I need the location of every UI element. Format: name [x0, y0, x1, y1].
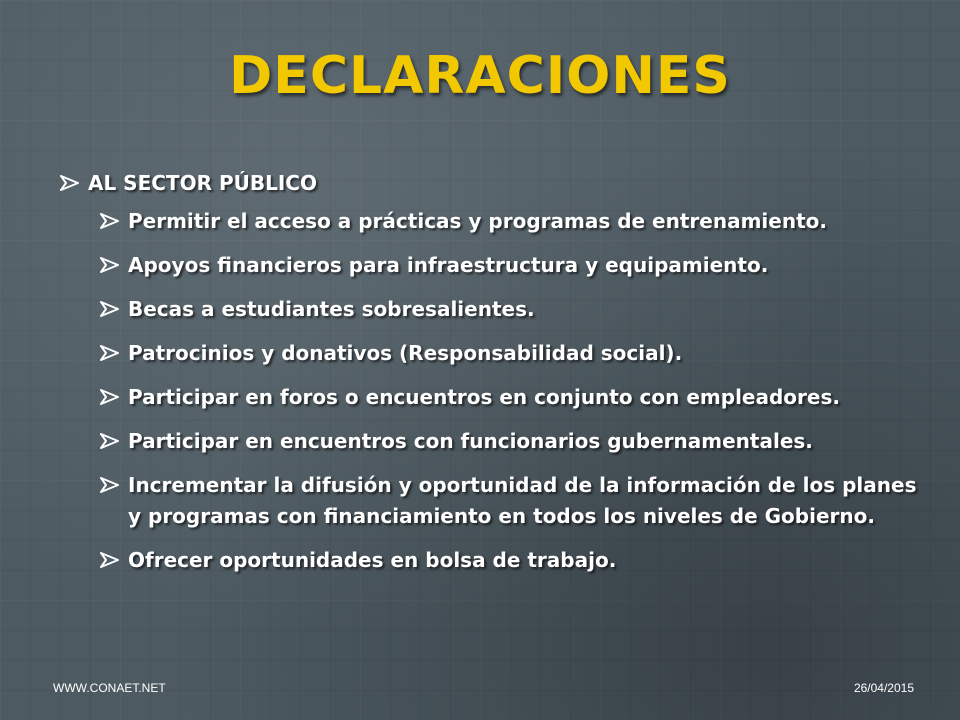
- list-item-text: Patrocinios y donativos (Responsabilidad social).: [128, 341, 683, 365]
- arrowhead-bullet-icon: [100, 545, 128, 575]
- list-item: [100, 294, 920, 325]
- arrowhead-bullet-icon: [100, 338, 128, 368]
- heading-label: AL SECTOR PÚBLICO: [88, 171, 317, 195]
- list-item: [100, 470, 920, 532]
- list-item-text: Incrementar la difusión y oportunidad de la información de los planes y programas con financiamiento en todos los niveles de Gobierno.: [128, 473, 917, 528]
- list-item-text: Participar en foros o encuentros en conjunto con empleadores.: [128, 385, 840, 409]
- slide-title: DECLARACIONES: [229, 46, 731, 106]
- arrowhead-bullet-icon: [100, 382, 128, 412]
- bullet-list: [60, 168, 920, 589]
- footer-date: 26/04/2015: [853, 681, 914, 695]
- list-item-text: Participar en encuentros con funcionarios gubernamentales.: [128, 429, 813, 453]
- list-item-text: Permitir el acceso a prácticas y programas de entrenamiento.: [128, 209, 827, 233]
- arrowhead-bullet-icon: [100, 206, 128, 236]
- list-heading: [60, 168, 920, 198]
- list-item-text: Ofrecer oportunidades en bolsa de trabajo.: [128, 548, 617, 572]
- list-item: [100, 206, 920, 237]
- list-item: [100, 426, 920, 457]
- list-item: [100, 545, 920, 576]
- arrowhead-bullet-icon: [100, 294, 128, 324]
- list-item-text: Apoyos financieros para infraestructura y equipamiento.: [128, 253, 769, 277]
- arrowhead-bullet-icon: [60, 168, 88, 198]
- arrowhead-bullet-icon: [100, 426, 128, 456]
- footer-website: WWW.CONAET.NET: [53, 681, 166, 695]
- arrowhead-bullet-icon: [100, 250, 128, 280]
- list-item: [100, 250, 920, 281]
- arrowhead-bullet-icon: [100, 470, 128, 500]
- list-item-text: Becas a estudiantes sobresalientes.: [128, 297, 535, 321]
- list-item: [100, 338, 920, 369]
- list-item: [100, 382, 920, 413]
